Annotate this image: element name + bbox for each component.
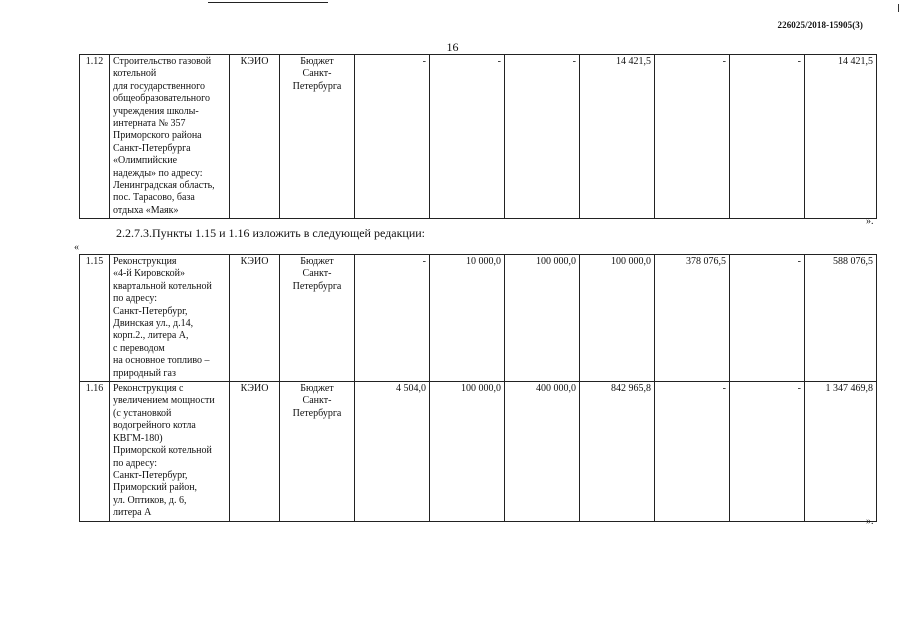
row-funding-source: Бюджет Санкт- Петербурга xyxy=(280,382,355,521)
amendment-instruction: 2.2.7.3.Пункты 1.15 и 1.16 изложить в следующей редакции: xyxy=(116,226,426,240)
row-executor: КЭИО xyxy=(230,255,280,382)
table-row xyxy=(80,382,877,521)
row-number: 1.16 xyxy=(80,382,110,521)
document-number: 226025/2018-15905(3) xyxy=(777,20,863,30)
row-value: 842 965,8 xyxy=(580,382,655,521)
row-executor: КЭИО xyxy=(230,382,280,521)
row-funding-source: Бюджет Санкт- Петербурга xyxy=(280,255,355,382)
closing-quote: ». xyxy=(866,216,874,227)
top-rule xyxy=(208,2,328,3)
row-name: Реконструкция с увеличением мощности (с установкой водогрейного котла КВГМ-180) Приморской котельной по адресу: Санкт-Петербург, Приморский район, ул. Оптиков, д. 6, литера А xyxy=(110,382,230,521)
row-number: 1.12 xyxy=(80,55,110,219)
row-value: 14 421,5 xyxy=(580,55,655,219)
row-funding-source: Бюджет Санкт- Петербурга xyxy=(280,55,355,219)
row-value: - xyxy=(505,55,580,219)
table-item-1-12 xyxy=(79,54,877,219)
opening-quote: « xyxy=(74,242,79,253)
row-value: 100 000,0 xyxy=(580,255,655,382)
table-items-1-15-1-16 xyxy=(79,254,877,522)
row-value: - xyxy=(730,55,805,219)
row-number: 1.15 xyxy=(80,255,110,382)
row-value: - xyxy=(655,55,730,219)
table-row xyxy=(80,255,877,382)
row-name: Реконструкция «4-й Кировской» квартальной котельной по адресу: Санкт-Петербург, Двинская ул., д.14, корп.2., литера А, с переводом на основное топливо – природный газ xyxy=(110,255,230,382)
row-executor: КЭИО xyxy=(230,55,280,219)
edge-mark xyxy=(898,4,899,12)
row-total: 588 076,5 xyxy=(805,255,877,382)
row-value: 100 000,0 xyxy=(505,255,580,382)
table-row xyxy=(80,55,877,219)
row-value: 4 504,0 xyxy=(355,382,430,521)
row-value: - xyxy=(430,55,505,219)
row-value: 100 000,0 xyxy=(430,382,505,521)
row-value: - xyxy=(730,255,805,382)
row-value: 10 000,0 xyxy=(430,255,505,382)
row-value: - xyxy=(355,55,430,219)
row-total: 14 421,5 xyxy=(805,55,877,219)
closing-quote: ». xyxy=(866,516,874,527)
row-value: - xyxy=(655,382,730,521)
row-value: - xyxy=(355,255,430,382)
row-name: Строительство газовой котельной для государственного общеобразовательного учреждения школы- интерната № 357 Приморского района Санкт-Петербурга «Олимпийские надежды» по адресу: Ленинградская область, пос. Тарасово, база отдыха «Маяк» xyxy=(110,55,230,219)
row-value: 400 000,0 xyxy=(505,382,580,521)
page-number: 16 xyxy=(446,40,459,54)
row-value: - xyxy=(730,382,805,521)
row-total: 1 347 469,8 xyxy=(805,382,877,521)
row-value: 378 076,5 xyxy=(655,255,730,382)
